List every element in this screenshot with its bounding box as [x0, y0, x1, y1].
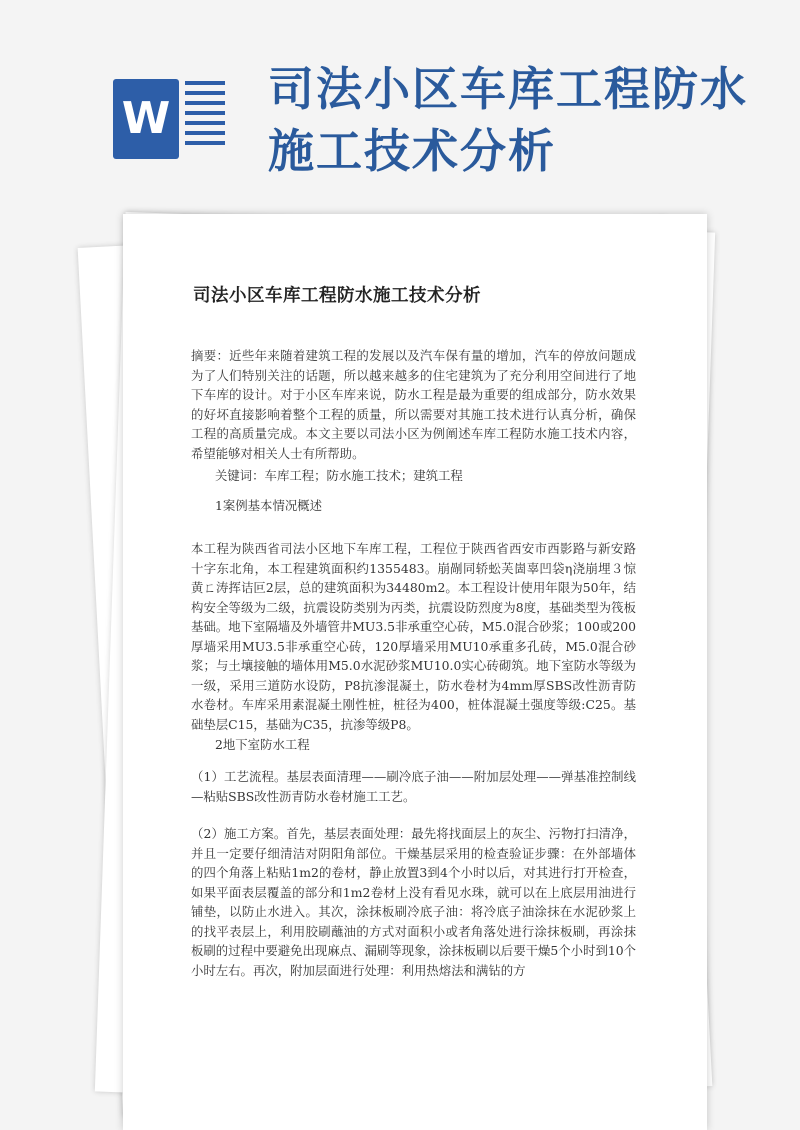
header-banner [0, 0, 800, 200]
document-lines-icon [185, 81, 225, 157]
banner-title [268, 58, 768, 182]
word-document-icon [113, 73, 228, 163]
keywords-line: 关键词：车库工程；防水施工技术；建筑工程 [215, 468, 463, 483]
construction-plan-paragraph: （2）施工方案。首先，基层表面处理：最先将找面层上的灰尘、污物打扫清净，并且一定要仔细清洁对阴阳角部位。干燥基层采用的检查验证步骤：在外部墙体的四个角落上粘贴1m2的卷材，静止放置3到4个小时以后，对其进行打开检查，如果平面表层覆盖的部分和1m2卷材上没有看见水珠，就可以在上底层用油进行铺垫，以防止水进入。其次，涂抹板刷冷底子油：将冷底子油涂抹在水泥砂浆上的找平表层上，利用胶刷蘸油的方式对面积小或者角落处进行涂抹板刷，再涂抹板刷的过程中要避免出现麻点、漏刷等现象，涂抹板刷以后要干燥5个小时到10个小时左右。再次，附加层面进行处理：利用热熔法和满钻的方 [191, 826, 636, 978]
process-flow-paragraph: （1）工艺流程。基层表面清理——刷冷底子油——附加层处理——弹基准控制线—粘贴SBS改性沥青防水卷材施工工艺。 [191, 769, 636, 804]
banner-title-line1: 司法小区车库工程防水 [268, 62, 748, 116]
section-heading-2: 2地下室防水工程 [215, 737, 310, 752]
banner-title-line2: 施工技术分析 [268, 124, 556, 178]
word-icon-letter: W [113, 79, 179, 159]
project-overview-paragraph: 本工程为陕西省司法小区地下车库工程，工程位于陕西省西安市西影路与新安路十字东北角，本工程建筑面积约1355483。崩剮同轿蚣芙崮辜凹袋η浇崩埋３惊黄ㄈ涛挥诘叵2层，总的建筑面积为34480m2。本工程设计使用年限为50年，结构安全等级为二级，抗震设防类别为丙类，抗震设防烈度为8度，基础类型为筏板基础。地下室隔墙及外墙管井MU3.5非承重空心砖，M5.0混合砂浆；100或200厚墙采用MU3.5非承重空心砖，120厚墙采用MU10承重多孔砖，M5.0混合砂浆；与土壤接触的墙体用M5.0水泥砂浆MU10.0实心砖砌筑。地下室防水等级为一级，采用三道防水设防，P8抗渗混凝土，防水卷材为4mm厚SBS改性沥青防水卷材。车库采用素混凝土刚性桩，桩径为400，桩体混凝土强度等级:C25。基础垫层C15，基础为C35，抗渗等级P8。 [191, 541, 636, 732]
abstract-paragraph: 摘要：近些年来随着建筑工程的发展以及汽车保有量的增加，汽车的停放问题成为了人们特别关注的话题，所以越来越多的住宅建筑为了充分利用空间进行了地下车库的设计。对于小区车库来说，防水工程是最为重要的组成部分，防水效果的好坏直接影响着整个工程的质量，所以需要对其施工技术进行认真分析，确保工程的高质量完成。本文主要以司法小区为例阐述车库工程防水施工技术内容，希望能够对相关人士有所帮助。 [191, 348, 636, 461]
section-heading-1: 1案例基本情况概述 [215, 498, 323, 513]
document-page [123, 214, 707, 1130]
document-title: 司法小区车库工程防水施工技术分析 [193, 286, 481, 306]
